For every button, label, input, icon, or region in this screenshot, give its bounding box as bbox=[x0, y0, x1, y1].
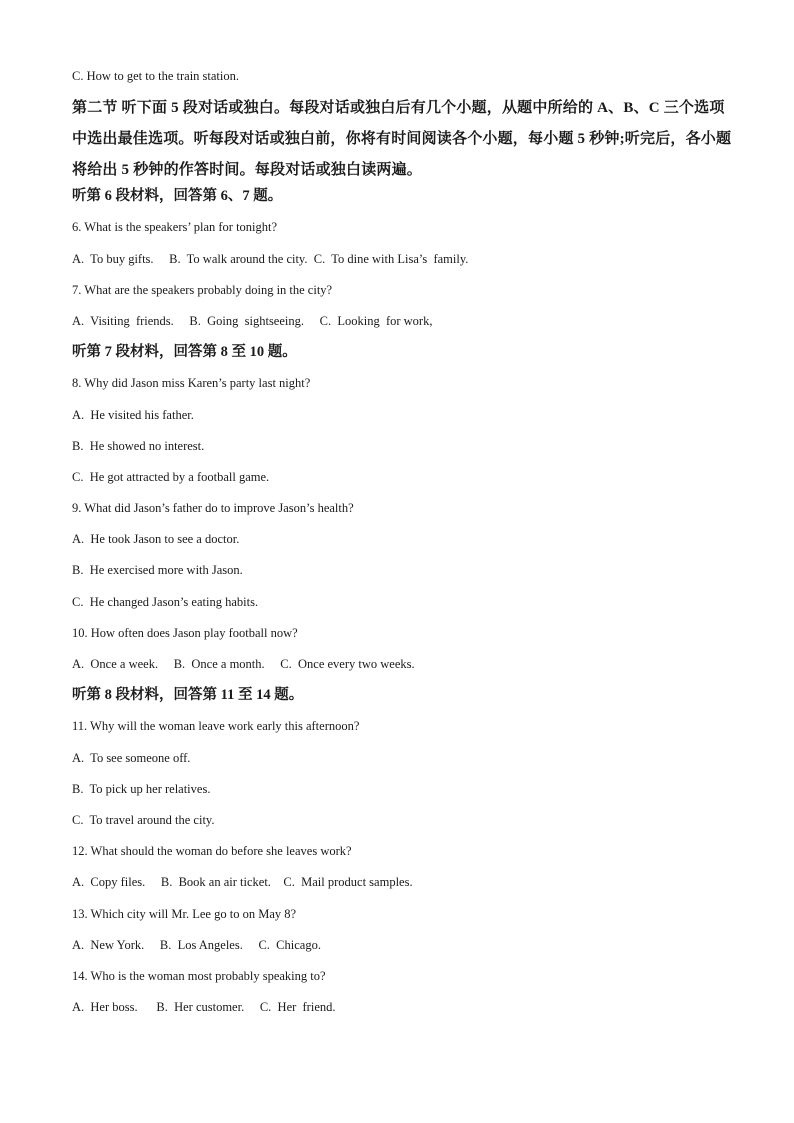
option-line: A. Copy files. B. Book an air ticket. C. Mail product samples. bbox=[72, 875, 413, 890]
option-line: C. He changed Jason’s eating habits. bbox=[72, 594, 259, 609]
option-line: A. New York. B. Los Angeles. C. Chicago. bbox=[72, 937, 321, 952]
option-line: B. To pick up her relatives. bbox=[72, 781, 211, 796]
question-line: 9. What did Jason’s father do to improve Jason’s health? bbox=[72, 501, 354, 516]
section-instructions: 第二节 听下面 5 段对话或独白。每段对话或独白后有几个小题，从题中所给的 A、B、C 三个选项中选出最佳选项。听每段对话或独白前，你将有时间阅读各个小题，每小题 5 秒钟;听完后，各小题将给出 5 秒钟的作答时间。每段对话或独白读两遍。 bbox=[72, 100, 732, 179]
option-line: B. He exercised more with Jason. bbox=[72, 563, 243, 578]
option-line: C. To travel around the city. bbox=[72, 812, 215, 827]
material-heading: 听第 7 段材料，回答第 8 至 10 题。 bbox=[72, 344, 297, 361]
question-line: 12. What should the woman do before she leaves work? bbox=[72, 844, 352, 859]
question-line: 10. How often does Jason play football now? bbox=[72, 625, 298, 640]
question-line: 13. Which city will Mr. Lee go to on May 8? bbox=[72, 906, 297, 921]
material-heading: 听第 6 段材料，回答第 6、7 题。 bbox=[72, 188, 283, 205]
option-line: C. How to get to the train station. bbox=[72, 69, 239, 83]
option-line: A. He took Jason to see a doctor. bbox=[72, 532, 240, 547]
option-line: C. He got attracted by a football game. bbox=[72, 469, 270, 484]
option-line: A. To see someone off. bbox=[72, 750, 191, 765]
option-line: A. To buy gifts. B. To walk around the city. C. To dine with Lisa’s family. bbox=[72, 251, 469, 266]
question-line: 8. Why did Jason miss Karen’s party last night? bbox=[72, 376, 311, 391]
option-line: A. Once a week. B. Once a month. C. Once every two weeks. bbox=[72, 657, 415, 671]
option-line: A. He visited his father. bbox=[72, 407, 194, 422]
question-line: 11. Why will the woman leave work early this afternoon? bbox=[72, 719, 360, 734]
question-line: 6. What is the speakers’ plan for tonight? bbox=[72, 220, 278, 235]
document-page bbox=[72, 66, 732, 1028]
material-heading: 听第 8 段材料，回答第 11 至 14 题。 bbox=[72, 687, 304, 704]
question-line: 7. What are the speakers probably doing in the city? bbox=[72, 282, 333, 297]
option-line: A. Visiting friends. B. Going sightseeing. C. Looking for work, bbox=[72, 313, 433, 328]
option-line: B. He showed no interest. bbox=[72, 438, 205, 453]
option-line: A. Her boss. B. Her customer. C. Her friend. bbox=[72, 1000, 336, 1015]
question-line: 14. Who is the woman most probably speaking to? bbox=[72, 968, 326, 983]
